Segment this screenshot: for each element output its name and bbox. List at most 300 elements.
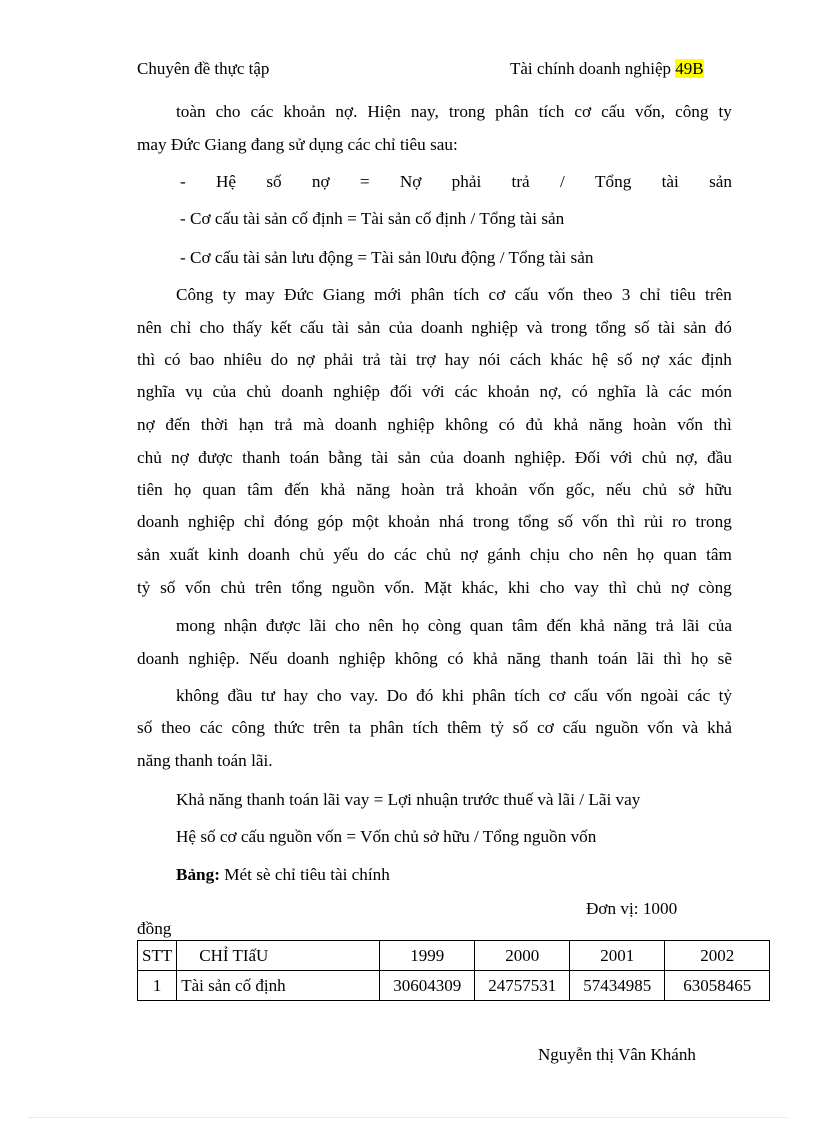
word: tài	[657, 318, 676, 337]
word: các	[454, 382, 478, 401]
word: có	[447, 649, 464, 668]
word: doanh	[420, 318, 463, 337]
word: Tổng	[595, 172, 632, 191]
word: phân	[472, 686, 506, 705]
word: cơ	[548, 686, 566, 705]
word: khi	[507, 578, 530, 597]
word: tài	[371, 448, 389, 467]
word: định	[701, 350, 732, 369]
word: tích	[514, 686, 541, 705]
word: tài	[389, 350, 407, 369]
word: vốn	[547, 285, 574, 304]
word: nợ,	[539, 382, 562, 401]
word: khả	[579, 616, 605, 635]
word: nghiệp	[333, 382, 381, 401]
p2-line-2	[137, 317, 732, 339]
word: năng	[356, 480, 390, 499]
word: gốc,	[565, 480, 595, 499]
word: không	[394, 649, 438, 668]
word: đối	[390, 382, 413, 401]
word: doanh	[287, 649, 330, 668]
table-row	[138, 971, 770, 1001]
word: Công	[176, 285, 214, 304]
word: =	[359, 172, 370, 191]
word: theo	[582, 285, 613, 304]
word: nghiệp	[338, 649, 386, 668]
word: cấu	[601, 102, 625, 121]
word: số	[634, 318, 650, 337]
word: số	[617, 350, 633, 369]
word: trả	[362, 350, 381, 369]
word: nghiệp.	[514, 448, 566, 467]
word: công	[675, 102, 709, 121]
word: nghĩa	[137, 382, 176, 401]
word: một	[352, 512, 379, 531]
word: cơ	[488, 285, 506, 304]
word: vốn.	[384, 578, 415, 597]
word: họ	[636, 545, 655, 564]
word: phân	[370, 718, 404, 737]
word: thanh	[242, 448, 281, 467]
word: nghiệp	[188, 512, 235, 531]
word: số	[512, 718, 529, 737]
author-name: Nguyễn thị Vân Khánh	[538, 1045, 696, 1064]
word: quan	[663, 545, 697, 564]
word: của	[429, 448, 454, 467]
word: nhá	[438, 512, 464, 531]
word: quan	[202, 480, 236, 499]
word: khả	[553, 415, 579, 434]
table-header-row	[138, 941, 770, 971]
word: toán	[597, 649, 628, 668]
word: cơ	[536, 718, 554, 737]
word: cho	[568, 545, 594, 564]
word: tổng	[595, 318, 627, 337]
word: Nếu	[249, 649, 278, 668]
word: mong	[176, 616, 216, 635]
table-caption	[176, 864, 771, 886]
word: cho	[539, 578, 565, 597]
word: chủ	[220, 578, 246, 597]
word: trả	[511, 172, 530, 191]
word: cho	[335, 616, 360, 635]
word: món	[701, 382, 732, 401]
word: khác	[550, 350, 583, 369]
word: họ	[691, 649, 709, 668]
formula-interest-coverage: Khả năng thanh toán lãi vay = Lợi nhuận trước thuế và lãi / Lãi vay	[176, 790, 641, 809]
word: kết	[270, 318, 292, 337]
word: lãi	[636, 649, 654, 668]
word: yếu	[333, 545, 359, 564]
word: vay	[574, 578, 599, 597]
word: khả	[707, 718, 732, 737]
word: tích	[412, 718, 439, 737]
word: là	[646, 382, 659, 401]
word: thì	[608, 578, 627, 597]
word: trên	[255, 578, 282, 597]
word: do	[367, 545, 385, 564]
word: trong	[695, 512, 732, 531]
word: số	[160, 578, 176, 597]
word: ngoài	[640, 686, 679, 705]
word: hệ	[591, 350, 609, 369]
word: năng	[507, 649, 541, 668]
header-highlight: 49B	[675, 59, 704, 78]
word: chủ	[137, 448, 162, 467]
word: đầu	[707, 448, 732, 467]
word: có	[498, 415, 515, 434]
word: Nợ	[399, 172, 422, 191]
word: khác,	[461, 578, 499, 597]
word: theo	[161, 718, 191, 737]
word: Đối	[574, 448, 601, 467]
word: nợ,	[675, 448, 698, 467]
word: thức	[273, 718, 305, 737]
word: do	[270, 350, 288, 369]
word: có	[164, 350, 181, 369]
word: vốn	[528, 480, 555, 499]
word: đóng	[273, 512, 309, 531]
word: tiên	[137, 480, 163, 499]
word: mới	[374, 285, 402, 304]
word: vay.	[350, 686, 379, 705]
header-stt: STT	[138, 941, 177, 971]
word: sản	[137, 545, 160, 564]
cell-2002: 63058465	[665, 971, 770, 1001]
word: vốn,	[634, 102, 666, 121]
header-right-text: Tài chính doanh nghiệp	[510, 59, 671, 78]
unit-label: Đơn vị: 1000	[586, 899, 678, 918]
word: toán	[289, 448, 320, 467]
word: chịu	[529, 545, 560, 564]
word: Đức	[284, 285, 314, 304]
word: vốn	[606, 686, 632, 705]
word: sở	[678, 480, 695, 499]
word: bằng	[328, 448, 362, 467]
word: đó	[416, 686, 434, 705]
word: các	[393, 545, 417, 564]
word: nghiệp	[471, 318, 518, 337]
word: vốn	[185, 578, 211, 597]
word: khả	[320, 480, 346, 499]
word: nay,	[410, 102, 439, 121]
word: khi	[441, 686, 464, 705]
word: nếu	[606, 480, 631, 499]
word: tổng	[518, 512, 549, 531]
p2-line-10	[137, 577, 732, 599]
word: vụ	[185, 382, 203, 401]
word: rủi	[644, 512, 664, 531]
word: Hiện	[367, 102, 401, 121]
word: phân	[410, 285, 445, 304]
word: chủ	[246, 382, 272, 401]
word: nợ	[311, 172, 330, 191]
word: đến	[284, 480, 310, 499]
word: nguồn	[331, 578, 375, 597]
word: với	[422, 382, 445, 401]
cell-1999: 30604309	[380, 971, 475, 1001]
bullet-current-assets: - Cơ cấu tài sản lưu động = Tài sản l0ưu động / Tổng tài sản	[180, 248, 594, 267]
word: chủ	[641, 448, 667, 467]
word: họ	[402, 616, 420, 635]
word: tài	[661, 172, 679, 191]
p2-line-4	[137, 381, 732, 403]
word: trả	[274, 415, 293, 434]
header-2002: 2002	[665, 941, 770, 971]
word: thì	[616, 512, 635, 531]
word: mà	[303, 415, 325, 434]
word: nợ.	[335, 102, 358, 121]
word: số	[266, 172, 282, 191]
p2-line-3	[137, 349, 732, 371]
word: thêm	[447, 718, 482, 737]
word: ty	[222, 285, 236, 304]
word: lãi	[309, 616, 327, 635]
word: cấu	[299, 318, 324, 337]
p3-line-1	[176, 615, 732, 637]
word: thì	[663, 649, 682, 668]
header-right-title	[510, 58, 704, 80]
word: sản	[357, 318, 381, 337]
word: gánh	[487, 545, 521, 564]
word: sản	[397, 448, 421, 467]
word: xác	[668, 350, 693, 369]
word: nên	[137, 318, 162, 337]
word: khoản	[387, 512, 430, 531]
word: các	[687, 686, 711, 705]
word: xuất	[169, 545, 199, 564]
word: góp	[317, 512, 344, 531]
word: các	[250, 102, 274, 121]
word: trong	[550, 318, 588, 337]
word: may	[245, 285, 275, 304]
word: tài	[331, 318, 350, 337]
word: tổng	[291, 578, 323, 597]
cell-indicator: Tài sản cố định	[177, 971, 380, 1001]
bullet-debt-ratio	[180, 171, 732, 193]
word: hoàn	[401, 480, 435, 499]
word: số	[137, 718, 153, 737]
word: của	[212, 382, 237, 401]
word: tiêu	[669, 285, 696, 304]
word: trợ	[416, 350, 436, 369]
p1-line-2: may Đức Giang đang sử dụng các chỉ tiêu sau:	[137, 135, 458, 154]
word: hữu	[705, 480, 732, 499]
word: quan	[469, 616, 504, 635]
header-indicator: CHỈ TIấU	[177, 941, 380, 971]
word: năng	[588, 415, 623, 434]
p2-line-6	[137, 447, 732, 469]
word: hạn	[238, 415, 264, 434]
word: của	[388, 318, 413, 337]
word: trả	[445, 480, 465, 499]
word: Mặt	[424, 578, 452, 597]
word: khả	[472, 649, 498, 668]
word: toàn	[176, 102, 206, 121]
word: cho	[316, 686, 342, 705]
word: thời	[200, 415, 229, 434]
word: bao	[189, 350, 215, 369]
word: 3	[621, 285, 631, 304]
word: họ	[174, 480, 192, 499]
word: tỷ	[137, 578, 151, 597]
table-caption-text: Mét sè chỉ tiêu tài chính	[219, 865, 390, 884]
p2-line-9	[137, 544, 732, 566]
table-caption-label: Bảng:	[176, 865, 220, 884]
word: nói	[478, 350, 501, 369]
word: được	[198, 448, 233, 467]
word: cho	[199, 318, 225, 337]
word: vốn	[677, 415, 703, 434]
p4-line-3: năng thanh toán lãi.	[137, 751, 273, 770]
word: doanh	[281, 382, 324, 401]
word: kinh	[208, 545, 239, 564]
word: -	[180, 172, 186, 191]
word: nợ	[670, 578, 689, 597]
header-left-title: Chuyên đề thực tập	[137, 59, 270, 78]
word: chỉ	[639, 285, 661, 304]
word: phải	[451, 172, 482, 191]
word: khoản	[487, 382, 530, 401]
word: không	[445, 415, 488, 434]
page-bottom-divider	[28, 1117, 788, 1118]
word: phải	[323, 350, 354, 369]
word: nghĩa	[597, 382, 636, 401]
word: và	[682, 718, 699, 737]
word: nguồn	[595, 718, 639, 737]
word: có	[571, 382, 588, 401]
cell-stt: 1	[138, 971, 177, 1001]
word: doanh	[334, 415, 377, 434]
word: trên	[705, 285, 732, 304]
word: hay	[444, 350, 470, 369]
word: nhiêu	[223, 350, 262, 369]
word: tích	[538, 102, 565, 121]
word: ro	[672, 512, 687, 531]
header-1999: 1999	[380, 941, 475, 971]
word: các	[668, 382, 692, 401]
word: đến	[546, 616, 572, 635]
p2-line-7	[137, 479, 732, 501]
word: nợ	[137, 415, 155, 434]
word: chỉ	[243, 512, 265, 531]
p1-line-1	[176, 101, 732, 123]
word: vốn	[647, 718, 674, 737]
word: cơ	[574, 102, 592, 121]
word: tâm	[512, 616, 538, 635]
word: cấu	[562, 718, 587, 737]
word: tỷ	[490, 718, 504, 737]
word: cho	[215, 102, 241, 121]
word: thì	[713, 415, 732, 434]
word: Do	[386, 686, 408, 705]
word: doanh	[247, 545, 290, 564]
word: nghiệp	[387, 415, 435, 434]
word: tâm	[706, 545, 732, 564]
header-2000: 2000	[475, 941, 570, 971]
word: Giang	[322, 285, 365, 304]
p2-line-8	[137, 511, 732, 533]
word: nợ	[297, 350, 315, 369]
word: công	[231, 718, 265, 737]
header-2001: 2001	[570, 941, 665, 971]
word: trong	[472, 512, 510, 531]
word: tỷ	[718, 686, 732, 705]
word: Hệ	[216, 172, 237, 191]
word: đó	[714, 318, 732, 337]
word: nợ	[641, 350, 660, 369]
word: hoàn	[633, 415, 667, 434]
word: sản	[709, 172, 732, 191]
word: vốn	[582, 512, 608, 531]
word: cấu	[573, 686, 598, 705]
word: chủ	[642, 480, 668, 499]
word: lãi	[682, 616, 700, 635]
word: đến	[165, 415, 191, 434]
word: cách	[509, 350, 542, 369]
word: thấy	[232, 318, 263, 337]
word: doanh	[137, 649, 180, 668]
word: nợ	[460, 545, 478, 564]
cell-2001: 57434985	[570, 971, 665, 1001]
unit-label-continued: đồng	[137, 919, 172, 938]
formula-capital-structure: Hệ số cơ cấu nguồn vốn = Vốn chủ sở hữu / Tổng nguồn vốn	[176, 827, 597, 846]
word: hay	[283, 686, 309, 705]
word: ty	[718, 102, 732, 121]
word: nghiệp.	[188, 649, 240, 668]
p2-line-1	[176, 284, 732, 306]
word: ta	[348, 718, 362, 737]
word: chủ	[426, 545, 451, 564]
word: thanh	[550, 649, 589, 668]
word: tích	[453, 285, 480, 304]
word: sẽ	[717, 649, 732, 668]
bullet-fixed-assets: - Cơ cấu tài sản cố định = Tài sản cố định / Tổng tài sản	[180, 209, 565, 228]
word: phân	[495, 102, 529, 121]
word: khoản	[283, 102, 326, 121]
word: năng	[613, 616, 647, 635]
word: doanh	[463, 448, 506, 467]
word: chỉ	[170, 318, 192, 337]
word: trả	[655, 616, 674, 635]
financial-indicators-table	[137, 940, 770, 1001]
word: khoản	[475, 480, 518, 499]
p3-line-2	[137, 648, 732, 670]
word: nên	[368, 616, 394, 635]
word: chủ	[636, 578, 662, 597]
word: và	[526, 318, 543, 337]
word: sản	[683, 318, 707, 337]
word: của	[708, 616, 732, 635]
word: nên	[602, 545, 628, 564]
p4-line-1	[176, 685, 732, 707]
p2-line-5	[137, 414, 732, 436]
word: số	[557, 512, 573, 531]
word: nhận	[223, 616, 258, 635]
p4-line-2	[137, 717, 732, 739]
word: thì	[137, 350, 156, 369]
word: tư	[260, 686, 275, 705]
word: doanh	[137, 512, 180, 531]
word: không	[176, 686, 219, 705]
word: đủ	[525, 415, 543, 434]
word: với	[609, 448, 633, 467]
word: chủ	[299, 545, 325, 564]
word: /	[559, 172, 565, 191]
word: còng	[698, 578, 732, 597]
word: cấu	[514, 285, 539, 304]
word: được	[265, 616, 301, 635]
